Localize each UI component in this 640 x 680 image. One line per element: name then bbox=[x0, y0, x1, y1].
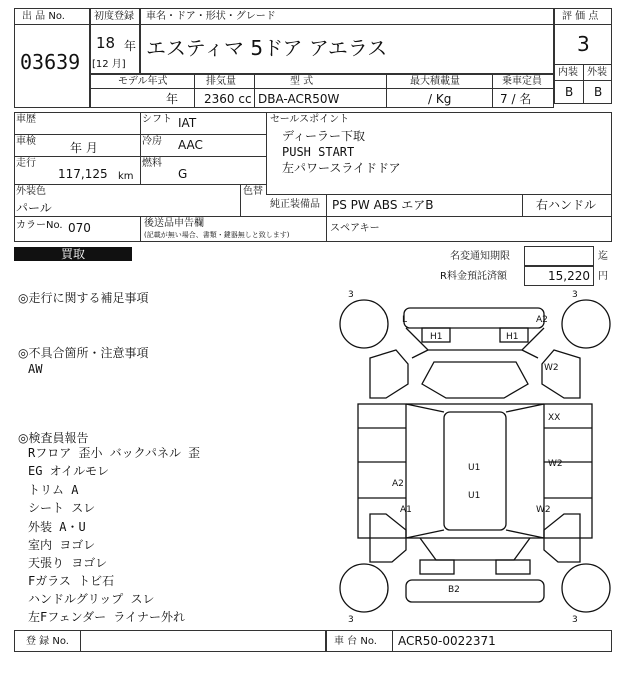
front-fender-left bbox=[370, 350, 408, 398]
shift-label: シフト bbox=[142, 114, 172, 125]
inspector-item-6: 室内 ヨゴレ bbox=[28, 538, 96, 552]
purchase-badge: 買取 bbox=[14, 247, 132, 261]
lot-label-divider bbox=[14, 24, 90, 25]
exterior-label: 外装 bbox=[587, 67, 607, 78]
displacement-label: 排気量 bbox=[206, 76, 236, 87]
equipment: PS PW ABS エアB bbox=[332, 198, 434, 212]
recycle-yen: 円 bbox=[598, 271, 608, 282]
tire-label-fr: 3 bbox=[572, 290, 578, 300]
details-row-3 bbox=[14, 184, 266, 185]
first-reg-year: 18 bbox=[96, 34, 116, 52]
inspector-item-4: シート スレ bbox=[28, 501, 96, 515]
registration-split bbox=[80, 630, 81, 652]
tire-label-fl: 3 bbox=[348, 290, 354, 300]
inspector-label: ◎検査員報告 bbox=[18, 431, 89, 445]
car-name: エスティマ 5ドア アエラス bbox=[146, 36, 388, 60]
name-change-box bbox=[524, 246, 594, 266]
color-no-split bbox=[140, 216, 141, 242]
color-label: 外装色 bbox=[16, 186, 46, 197]
max-load: / Kg bbox=[428, 92, 452, 106]
name-change-label: 名変通知期限 bbox=[450, 251, 510, 262]
color-value: パール bbox=[16, 201, 52, 215]
windshield bbox=[422, 362, 528, 398]
spec-col-4 bbox=[492, 74, 493, 108]
mileage-label: 走行 bbox=[16, 158, 36, 169]
rating-value: 3 bbox=[577, 32, 590, 56]
first-reg-year-unit: 年 bbox=[124, 39, 137, 53]
inspector-item-2: EG オイルモレ bbox=[28, 464, 110, 478]
front-bumper bbox=[404, 308, 544, 328]
chassis-split bbox=[392, 630, 393, 652]
shaken-value: 年 月 bbox=[70, 141, 98, 155]
interior-grade: B bbox=[565, 85, 574, 99]
handle: 右ハンドル bbox=[536, 198, 597, 212]
spec-col-3 bbox=[386, 74, 387, 108]
details-split-1 bbox=[140, 112, 141, 184]
capacity-label: 乗車定員 bbox=[502, 76, 542, 87]
max-load-label: 最大積載量 bbox=[410, 76, 460, 87]
displacement: 2360 cc bbox=[204, 92, 252, 106]
model-year-unit: 年 bbox=[166, 92, 179, 106]
mark-headlight-left: H1 bbox=[430, 332, 443, 342]
lot-label: 出 品 No. bbox=[22, 11, 65, 22]
tire-label-rr: 3 bbox=[572, 615, 578, 625]
ac-label: 冷房 bbox=[142, 136, 162, 147]
first-reg-divider bbox=[90, 24, 140, 25]
mark-quarter-right: W2 bbox=[536, 505, 551, 515]
sales-point-3: 左パワースライドドア bbox=[282, 161, 401, 175]
history-label: 車歴 bbox=[16, 114, 36, 125]
spec-col-2 bbox=[254, 74, 255, 108]
inspector-item-7: 天張り ヨゴレ bbox=[28, 556, 108, 570]
details-row-1 bbox=[14, 134, 266, 135]
mark-quarter-left: A1 bbox=[400, 505, 412, 515]
mark-rear-door-left: A2 bbox=[392, 479, 404, 489]
fuel-value: G bbox=[178, 167, 188, 181]
details-row-5 bbox=[14, 216, 612, 217]
capacity: 7 / 名 bbox=[500, 92, 532, 106]
hood bbox=[406, 328, 544, 350]
grade-label-line bbox=[554, 80, 612, 81]
spare-key: スペアキー bbox=[330, 223, 380, 234]
car-damage-diagram bbox=[336, 288, 614, 626]
mark-front-fender-right: W2 bbox=[544, 363, 559, 373]
first-reg-month: [12 月] bbox=[92, 59, 126, 70]
tire-label-rl: 3 bbox=[348, 615, 354, 625]
car-name-divider bbox=[140, 24, 554, 25]
mark-front-bumper-right: A2 bbox=[536, 315, 548, 325]
spec-label-line bbox=[90, 88, 554, 89]
chassis-label: 車 台 No. bbox=[334, 636, 377, 647]
details-split-2 bbox=[266, 112, 267, 194]
mark-roof-rear: U1 bbox=[468, 491, 481, 501]
defects-value: AW bbox=[28, 362, 43, 376]
rating-divider bbox=[554, 24, 612, 25]
type-label: 型 式 bbox=[290, 76, 314, 87]
rear-lamp-left bbox=[420, 560, 454, 574]
mark-rear-door-right: W2 bbox=[548, 459, 563, 469]
tire-rear-left bbox=[340, 564, 388, 612]
tire-rear-right bbox=[562, 564, 610, 612]
first-reg-label: 初度登録 bbox=[94, 11, 134, 22]
model-type: DBA-ACR50W bbox=[258, 92, 340, 106]
inspector-item-10: 左Fフェンダー ライナー外れ bbox=[28, 610, 186, 624]
tire-front-left bbox=[340, 300, 388, 348]
sales-point-2: PUSH START bbox=[282, 145, 355, 159]
mark-roof-front: U1 bbox=[468, 463, 481, 473]
inspector-item-1: Rフロア 歪小 バックパネル 歪 bbox=[28, 446, 201, 460]
recycle-value: 15,220 bbox=[548, 269, 590, 283]
details-row-2 bbox=[14, 156, 266, 157]
equip-label: 純正装備品 bbox=[270, 199, 320, 210]
mileage: 117,125 bbox=[58, 167, 108, 181]
tire-front-right bbox=[562, 300, 610, 348]
fuel-label: 燃料 bbox=[142, 158, 162, 169]
sales-label: セールスポイント bbox=[270, 114, 350, 125]
shift-value: IAT bbox=[178, 116, 197, 130]
driving-notes-label: ◎走行に関する補足事項 bbox=[18, 291, 149, 305]
rear-lamp-right bbox=[496, 560, 530, 574]
exterior-grade: B bbox=[594, 85, 603, 99]
details-row-4 bbox=[266, 194, 612, 195]
equip-split bbox=[326, 194, 327, 242]
model-year-label: モデル年式 bbox=[118, 76, 168, 87]
mileage-unit: km bbox=[118, 171, 134, 182]
mark-front-bumper-left: L bbox=[402, 315, 408, 325]
mark-rear-bumper: B2 bbox=[448, 585, 460, 595]
color-no-label: カラーNo. bbox=[16, 220, 63, 231]
color-change-split bbox=[240, 184, 241, 216]
car-name-label: 車名・ドア・形状・グレード bbox=[146, 11, 276, 22]
docs-note: (記載が無い場合、書類・鍵器無しと致します) bbox=[144, 231, 290, 239]
inspector-item-9: ハンドルグリップ スレ bbox=[28, 592, 155, 606]
color-change-label: 色替 bbox=[243, 186, 263, 197]
rear-bumper bbox=[406, 580, 544, 602]
grade-split bbox=[583, 64, 584, 104]
rear-window bbox=[420, 538, 530, 560]
mark-front-door-right: XX bbox=[548, 413, 561, 423]
mark-headlight-right: H1 bbox=[506, 332, 519, 342]
ac-value: AAC bbox=[178, 138, 203, 152]
docs-label: 後送品申告欄 bbox=[144, 218, 204, 229]
inspector-item-5: 外装 A・U bbox=[28, 520, 86, 534]
shaken-label: 車検 bbox=[16, 136, 36, 147]
name-change-suffix: 迄 bbox=[598, 251, 608, 262]
interior-label: 内装 bbox=[558, 67, 578, 78]
color-no-value: 070 bbox=[68, 221, 91, 235]
sales-point-1: ディーラー下取 bbox=[282, 129, 366, 143]
handle-split bbox=[522, 194, 523, 216]
spec-col-1 bbox=[194, 74, 195, 108]
chassis-value: ACR50-0022371 bbox=[398, 634, 496, 648]
recycle-label: R料金預託済額 bbox=[440, 271, 507, 282]
inspector-item-8: Fガラス トビ石 bbox=[28, 574, 115, 588]
rating-label: 評 価 点 bbox=[562, 11, 599, 22]
inspector-item-3: トリム A bbox=[28, 483, 79, 497]
lot-number: 03639 bbox=[20, 50, 81, 74]
front-fender-right bbox=[542, 350, 580, 398]
registration-label: 登 録 No. bbox=[26, 636, 69, 647]
defects-label: ◎不具合箇所・注意事項 bbox=[18, 346, 149, 360]
